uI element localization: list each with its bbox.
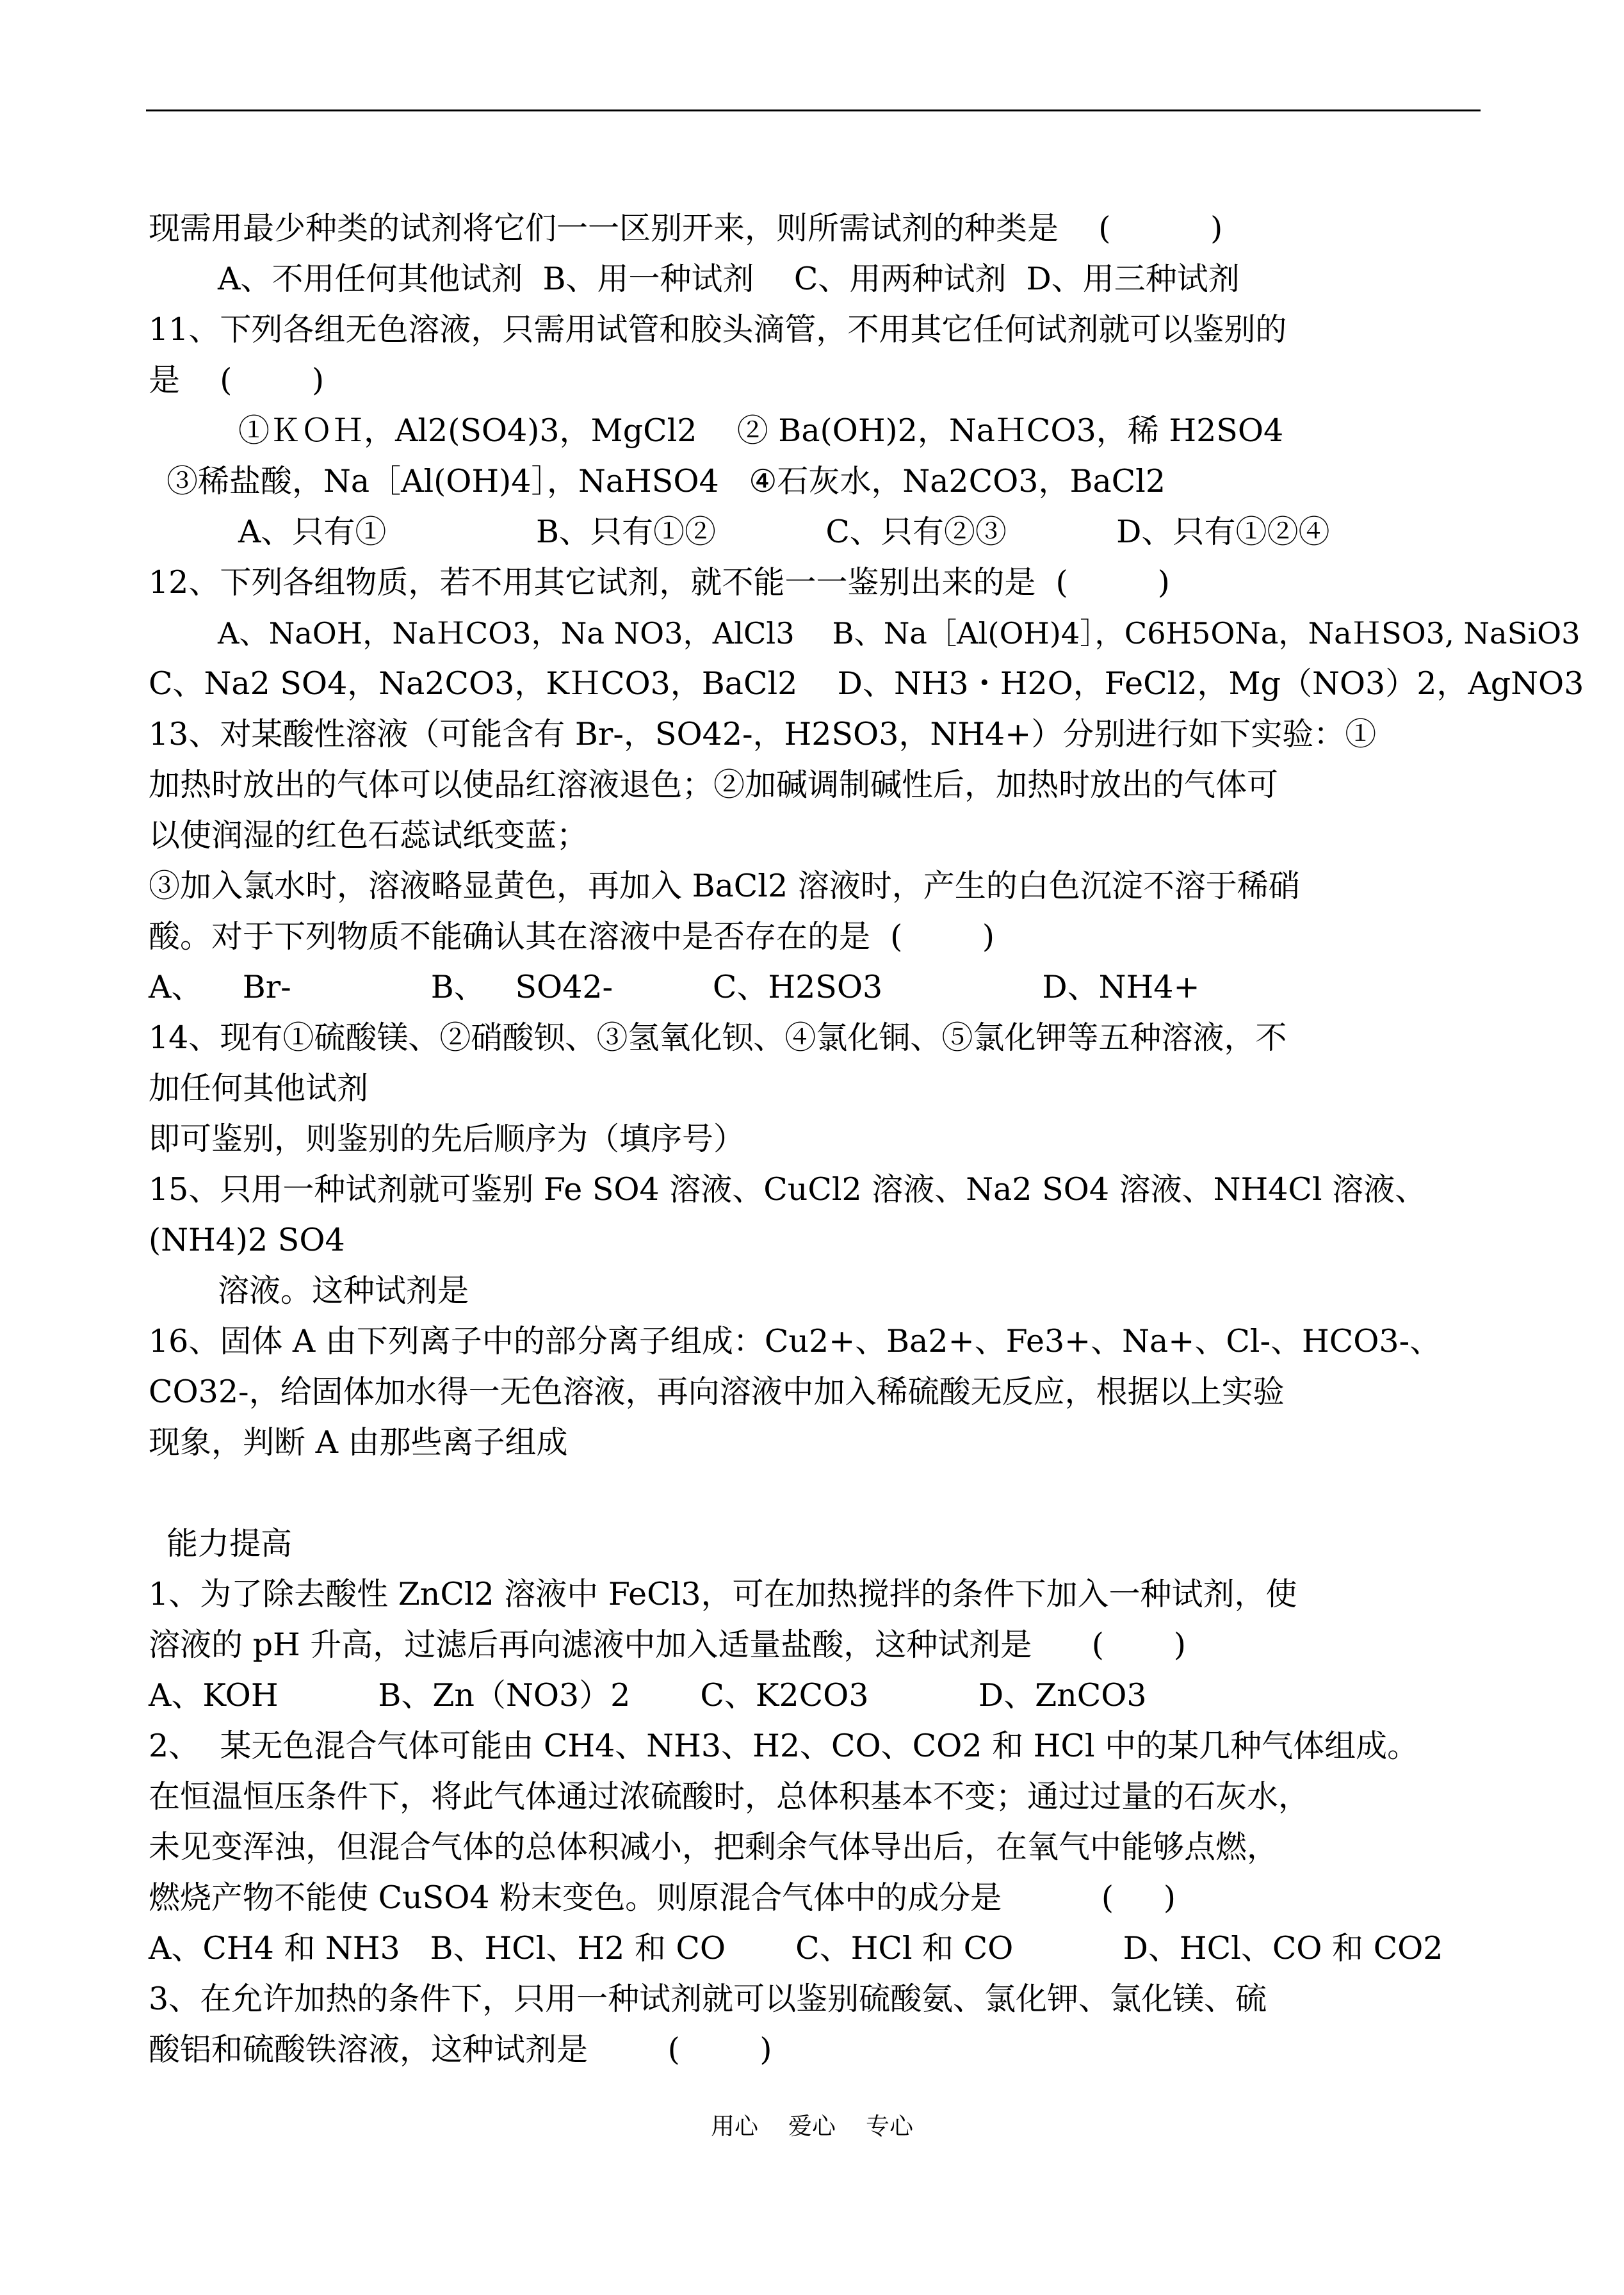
text-line: 16、固体 A 由下列离子中的部分离子组成：Cu2+、Ba2+、Fe3+、Na+、Cl-、HCO3-、 [149, 1323, 1441, 1359]
text-line: 加热时放出的气体可以使品红溶液退色；②加碱调制碱性后，加热时放出的气体可 [149, 766, 1279, 803]
text-line: 14、现有①硫酸镁、②硝酸钡、③氢氧化钡、④氯化铜、⑤氯化钾等五种溶液，不 [149, 1019, 1287, 1056]
section-heading: 能力提高 [166, 1525, 293, 1562]
text-line: 现象，判断 A 由那些离子组成 [149, 1424, 568, 1461]
text-line: CO32-，给固体加水得一无色溶液，再向溶液中加入稀硫酸无反应，根据以上实验 [149, 1374, 1285, 1410]
text-line: 酸。对于下列物质不能确认其在溶液中是否存在的是 ( ) [149, 918, 995, 955]
text-line: 以使润湿的红色石蕊试纸变蓝； [149, 817, 589, 854]
text-line: 溶液的 pH 升高，过滤后再向滤液中加入适量盐酸，这种试剂是 ( ) [149, 1626, 1186, 1663]
page-footer: 用心 爱心 专心 [710, 2113, 914, 2140]
text-line: 11、下列各组无色溶液，只需用试管和胶头滴管，不用其它任何试剂就可以鉴别的 [149, 311, 1287, 348]
text-line: C、Na2 SO4，Na2CO3，KＨCO3，BaCl2 D、NH3・H2O，FeCl2，Mg（NO3）2，AgNO3 [149, 665, 1584, 702]
text-line: 是 ( ) [149, 362, 325, 398]
text-line: 燃烧产物不能使 CuSO4 粉末变色。则原混合气体中的成分是 ( ) [149, 1879, 1176, 1916]
text-line: 2、 某无色混合气体可能由 CH4、NH3、H2、CO、CO2 和 HCl 中的某几种气体组成。 [149, 1728, 1419, 1764]
text-line: 即可鉴别，则鉴别的先后顺序为（填序号） [149, 1121, 745, 1157]
text-line: ③稀盐酸，Na［Al(OH)4］，NaHSO4 ④石灰水，Na2CO3，BaCl2 [166, 463, 1166, 499]
text-line: A、CH4 和 NH3 B、HCl、H2 和 CO C、HCl 和 CO D、HCl、CO 和 CO2 [149, 1930, 1443, 1967]
text-line: 12、下列各组物质，若不用其它试剂，就不能一一鉴别出来的是 ( ) [149, 564, 1170, 601]
text-line: 现需用最少种类的试剂将它们一一区别开来，则所需试剂的种类是 ( ) [149, 210, 1223, 247]
text-line: A、只有① B、只有①② C、只有②③ D、只有①②④ [238, 514, 1330, 550]
text-line: A、 Br- B、 SO42- C、H2SO3 D、NH4+ [149, 969, 1200, 1005]
text-line: 15、只用一种试剂就可鉴别 Fe SO4 溶液、CuCl2 溶液、Na2 SO4 溶液、NH4Cl 溶液、 [149, 1171, 1427, 1208]
text-line: A、不用任何其他试剂 B、用一种试剂 C、用两种试剂 D、用三种试剂 [218, 261, 1240, 297]
text-line: 溶液。这种试剂是 [218, 1272, 469, 1309]
text-line: A、NaOH，NaＨCO3，Na NO3，AlCl3 B、Na［Al(OH)4］，C6H5ONa，NaＨSO3, NaSiO3 [218, 616, 1580, 651]
text-line: 13、对某酸性溶液（可能含有 Br-，SO42-，H2SO3，NH4+）分别进行如下实验：① [149, 716, 1377, 752]
text-line: 在恒温恒压条件下，将此气体通过浓硫酸时，总体积基本不变；通过过量的石灰水， [149, 1778, 1310, 1815]
text-line: ③加入氯水时，溶液略显黄色，再加入 BaCl2 溶液时，产生的白色沉淀不溶于稀硝 [149, 868, 1300, 904]
text-line: 酸铝和硫酸铁溶液，这种试剂是 ( ) [149, 2031, 772, 2068]
text-line: A、KOH B、Zn（NO3）2 C、K2CO3 D、ZnCO3 [149, 1677, 1147, 1714]
text-line: 未见变浑浊，但混合气体的总体积减小，把剩余气体导出后，在氧气中能够点燃， [149, 1829, 1279, 1865]
text-line: 加任何其他试剂 [149, 1070, 369, 1107]
text-line: 3、在允许加热的条件下，只用一种试剂就可以鉴别硫酸氨、氯化钾、氯化镁、硫 [149, 1981, 1267, 2017]
text-line: ①ＫＯＨ，Al2(SO4)3，MgCl2 ② Ba(OH)2，NaＨCO3，稀 H2SO4 [238, 412, 1284, 449]
text-line: (NH4)2 SO4 [149, 1222, 345, 1258]
text-line: 1、为了除去酸性 ZnCl2 溶液中 FeCl3，可在加热搅拌的条件下加入一种试剂，使 [149, 1576, 1297, 1612]
